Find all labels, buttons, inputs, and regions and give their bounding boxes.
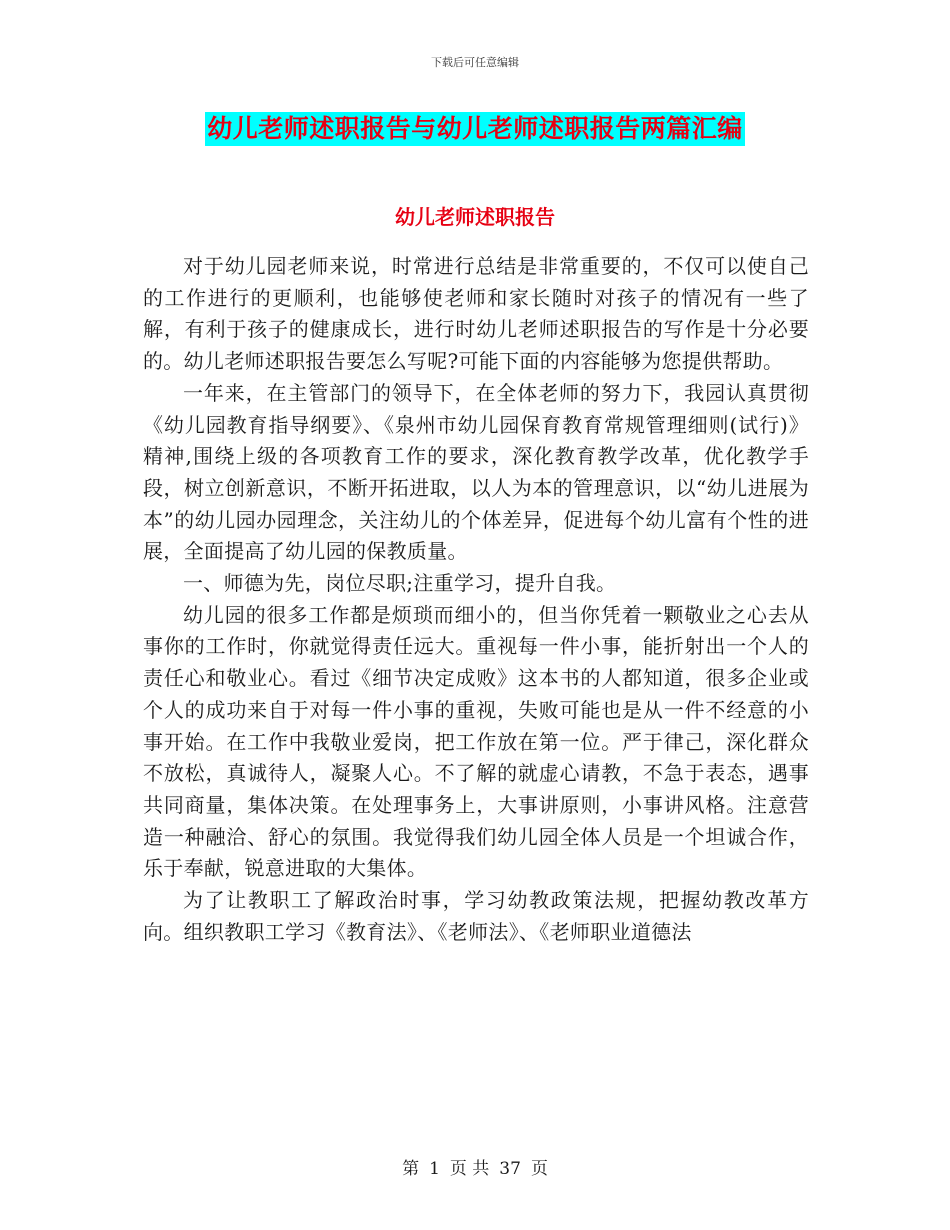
- document-body: [143, 251, 809, 948]
- footer-page-prefix: 第: [402, 1159, 420, 1179]
- paragraph-heading-one: 一、师德为先，岗位尽职;注重学习，提升自我。: [183, 571, 617, 596]
- section-title: 幼儿老师述职报告: [395, 205, 555, 229]
- document-title: 幼儿老师述职报告与幼儿老师述职报告两篇汇编: [205, 112, 745, 146]
- footer-page-number: 1: [429, 1159, 440, 1179]
- paragraph-study: 为了让教职工了解政治时事，学习幼教政策法规，把握幼教改革方向。组织教职工学习《教育法》、《老师法》、《老师职业道德法: [143, 888, 809, 944]
- paragraph-intro: 对于幼儿园老师来说，时常进行总结是非常重要的，不仅可以使自己的工作进行的更顺利，也能够使老师和家长随时对孩子的情况有一些了解，有利于孩子的健康成长，进行时幼儿老师述职报告的写作是十分必要的。幼儿老师述职报告要怎么写呢?可能下面的内容能够为您提供帮助。: [143, 254, 809, 374]
- footer-page-total: 37: [499, 1159, 521, 1179]
- paragraph-overview: 一年来，在主管部门的领导下，在全体老师的努力下，我园认真贯彻《幼儿园教育指导纲要》、《泉州市幼儿园保育教育常规管理细则(试行)》精神,围绕上级的各项教育工作的要求，深化教育教学改革，优化教学手段，树立创新意识，不断开拓进取，以人为本的管理意识，以“幼儿进展为本”的幼儿园办园理念，关注幼儿的个体差异，促进每个幼儿富有个性的进展，全面提高了幼儿园的保教质量。: [143, 380, 809, 564]
- footer-page-suffix: 页: [530, 1159, 548, 1179]
- document-title-container: [0, 112, 950, 146]
- header-note: 下载后可任意编辑: [431, 56, 519, 69]
- page-footer: [0, 1154, 950, 1179]
- footer-page-middle: 页 共: [449, 1159, 490, 1179]
- paragraph-responsibility: 幼儿园的很多工作都是烦琐而细小的，但当你凭着一颗敬业之心去从事你的工作时，你就觉得责任远大。重视每一件小事，能折射出一个人的责任心和敬业心。看过《细节决定成败》这本书的人都知道，很多企业或个人的成功来自于对每一件小事的重视，失败可能也是从一件不经意的小事开始。在工作中我敬业爱岗，把工作放在第一位。严于律己，深化群众不放松，真诚待人，凝聚人心。不了解的就虚心请教，不急于表态，遇事共同商量，集体决策。在处理事务上，大事讲原则，小事讲风格。注意营造一种融洽、舒心的氛围。我觉得我们幼儿园全体人员是一个坦诚合作，乐于奉献，锐意进取的大集体。: [143, 602, 809, 881]
